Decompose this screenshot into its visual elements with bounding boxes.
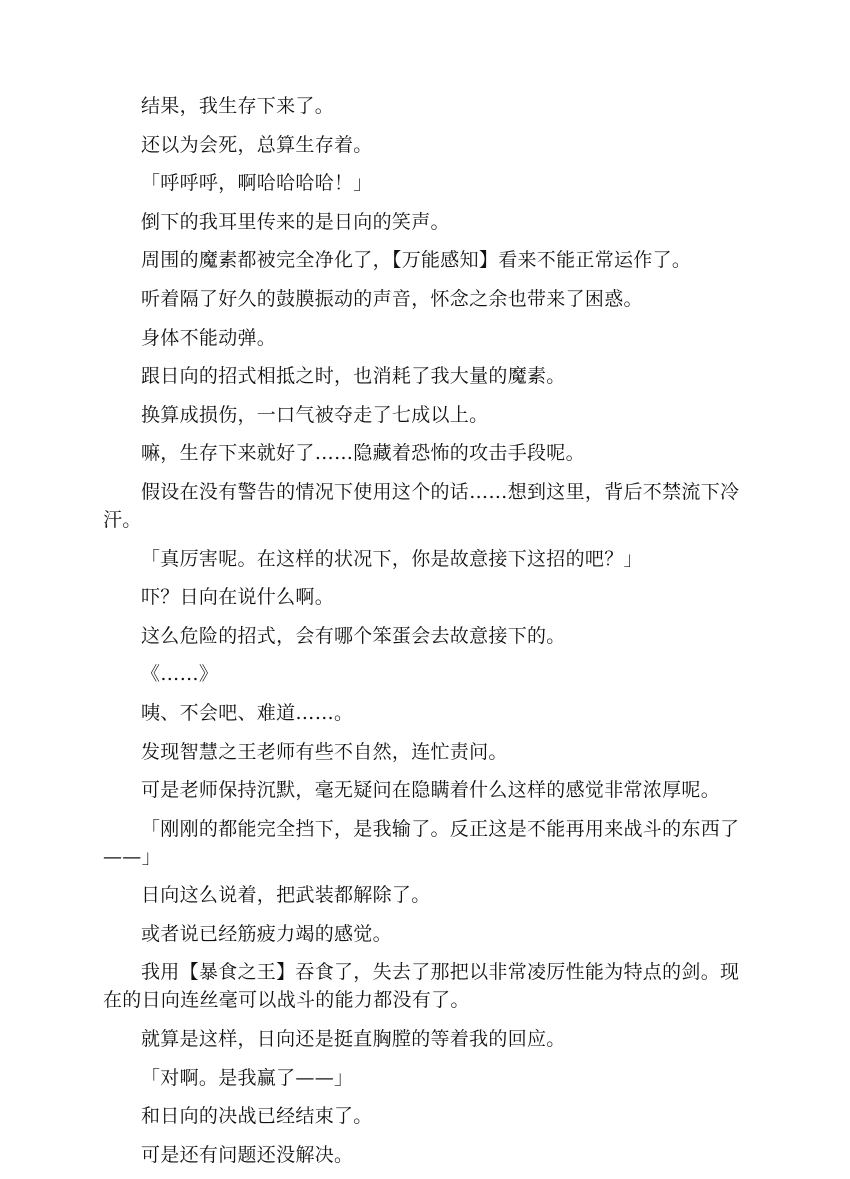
paragraph: 发现智慧之王老师有些不自然，连忙责问。 <box>141 740 508 763</box>
paragraph: 可是老师保持沉默，毫无疑问在隐瞒着什么这样的感觉非常浓厚呢。 <box>141 779 721 802</box>
paragraph: 我用【暴食之王】吞食了，失去了那把以非常凌厉性能为特点的剑。现在的日向连丝毫可以战斗的能力都没有了。 <box>103 961 740 1012</box>
paragraph: 换算成损伤，一口气被夺走了七成以上。 <box>141 403 489 426</box>
paragraph: 日向这么说着，把武装都解除了。 <box>141 884 431 907</box>
paragraph: 或者说已经筋疲力竭的感觉。 <box>141 922 392 945</box>
paragraph: 可是还有问题还没解决。 <box>141 1143 354 1166</box>
paragraph: 结果，我生存下来了。 <box>141 95 335 117</box>
paragraph: 听着隔了好久的鼓膜振动的声音，怀念之余也带来了困惑。 <box>141 287 643 310</box>
paragraph: 跟日向的招式相抵之时，也消耗了我大量的魔素。 <box>141 365 566 388</box>
paragraph: 「对啊。是我赢了——」 <box>141 1066 354 1089</box>
paragraph: 就算是这样，日向还是挺直胸膛的等着我的回应。 <box>141 1028 566 1051</box>
paragraph: 和日向的决战已经结束了。 <box>141 1105 373 1128</box>
paragraph: 「呼呼呼，啊哈哈哈哈！」 <box>141 172 373 195</box>
paragraph: 还以为会死，总算生存着。 <box>141 133 373 156</box>
paragraph: 「刚刚的都能完全挡下，是我输了。反正这是不能再用来战斗的东西了——」 <box>103 817 740 868</box>
novel-text <box>103 92 743 1179</box>
paragraph: 咦、不会吧、难道……。 <box>141 701 354 724</box>
paragraph: 假设在没有警告的情况下使用这个的话……想到这里，背后不禁流下冷汗。 <box>103 480 740 531</box>
paragraph: 《……》 <box>141 663 219 686</box>
paragraph: 这么危险的招式，会有哪个笨蛋会去故意接下的。 <box>141 624 566 647</box>
paragraph: 「真厉害呢。在这样的状况下，你是故意接下这招的吧？」 <box>141 547 643 570</box>
paragraph: 吓？日向在说什么啊。 <box>141 586 335 609</box>
paragraph: 倒下的我耳里传来的是日向的笑声。 <box>141 210 450 233</box>
paragraph: 嘛，生存下来就好了……隐藏着恐怖的攻击手段呢。 <box>141 442 585 465</box>
paragraph: 周围的魔素都被完全净化了，【万能感知】看来不能正常运作了。 <box>141 249 692 272</box>
paragraph: 身体不能动弹。 <box>141 326 277 349</box>
